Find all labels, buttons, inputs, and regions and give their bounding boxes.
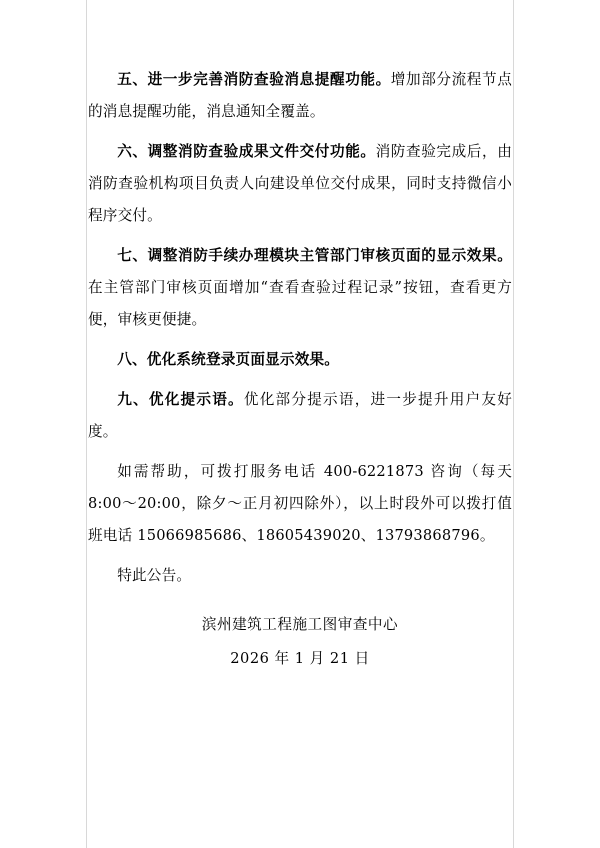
paragraph-item-8-lead: 八、优化系统登录页面显示效果。: [117, 351, 340, 368]
paragraph-closing: [88, 560, 512, 592]
paragraph-item-7: [88, 240, 512, 336]
signature-date: 2026 年 1 月 21 日: [230, 650, 370, 667]
signature-block: [88, 608, 512, 676]
paragraph-item-9-text: 优化部分提示语，进一步提升用户友好度。: [88, 391, 512, 440]
page-right-rule: [513, 0, 514, 848]
paragraph-help-info-text: 如需帮助，可拨打服务电话 400-6221873 咨询（每天 8:00～20:00，除夕～正月初四除外），以上时段外可以拨打值班电话 15066985686、18605439020、13793868796。: [88, 463, 512, 544]
paragraph-item-7-lead: 七、调整消防手续办理模块主管部门审核页面的显示效果。: [117, 247, 512, 264]
paragraph-item-6-text: 消防查验完成后，由消防查验机构项目负责人向建设单位交付成果，同时支持微信小程序交付。: [88, 143, 512, 224]
paragraph-item-8: [88, 344, 512, 376]
document-body: [88, 64, 512, 600]
paragraph-closing-text: 特此公告。: [117, 567, 192, 584]
page-left-rule: [86, 0, 87, 848]
paragraph-item-5-text: 增加部分流程节点的消息提醒功能，消息通知全覆盖。: [88, 71, 512, 120]
signature-organization: 滨州建筑工程施工图审查中心: [201, 616, 399, 633]
paragraph-item-6: [88, 136, 512, 232]
paragraph-help-info: [88, 456, 512, 552]
paragraph-item-9-lead: 九、优化提示语。: [117, 391, 244, 408]
paragraph-item-6-lead: 六、调整消防查验成果文件交付功能。: [117, 143, 376, 160]
paragraph-item-7-text: 在主管部门审核页面增加“查看查验过程记录”按钮，查看更方便，审核更便捷。: [88, 279, 512, 328]
paragraph-item-5-lead: 五、进一步完善消防查验消息提醒功能。: [117, 71, 391, 88]
paragraph-item-9: [88, 384, 512, 448]
paragraph-item-5: [88, 64, 512, 128]
